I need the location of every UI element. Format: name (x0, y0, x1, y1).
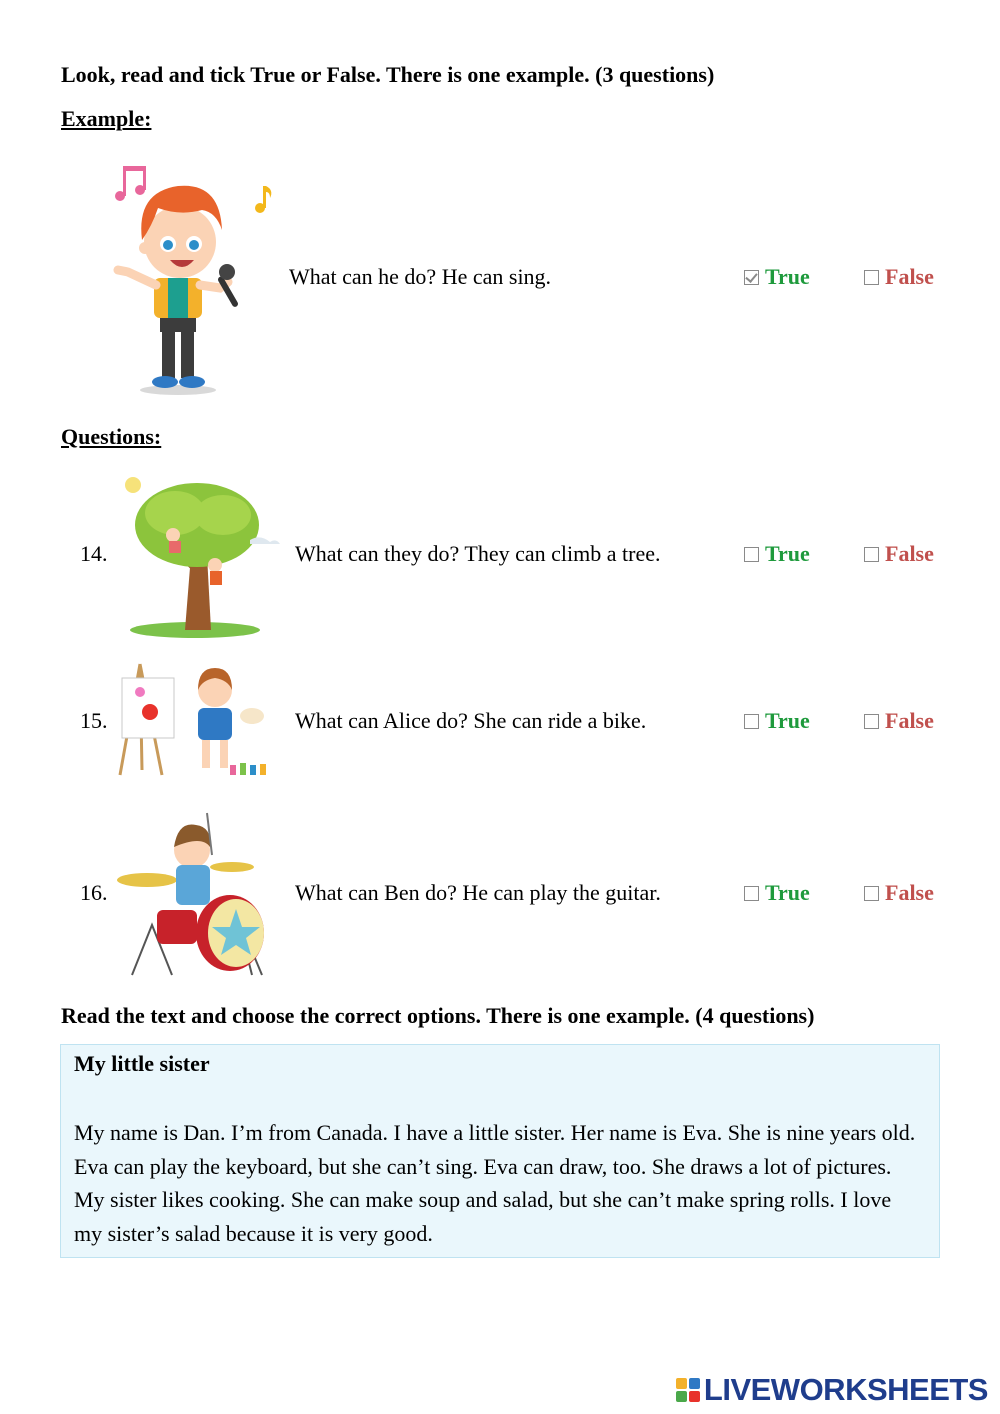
logo-grid-icon (676, 1378, 700, 1402)
q15-true-option[interactable] (744, 708, 810, 734)
section1-instruction: Look, read and tick True or False. There is one example. (3 questions) (61, 62, 715, 87)
question-number: 16. (80, 880, 108, 905)
example-heading: Example: (61, 106, 152, 131)
boy-drumming-illustration (112, 805, 277, 980)
tree-climbing-illustration (115, 475, 280, 640)
false-label: False (885, 708, 934, 733)
q16-true-option[interactable] (744, 880, 810, 906)
question-number: 15. (80, 708, 108, 733)
false-label: False (885, 541, 934, 566)
example-question-text: What can he do? He can sing. (289, 264, 552, 289)
q14-true-option[interactable] (744, 541, 810, 567)
reading-body: My name is Dan. I’m from Canada. I have a little sister. Her name is Eva. She is nine years old. Eva can play the keyboard, but she can’t sing. Eva can draw, too. She draws a lot of pictures. My sister likes cooking. She can make soup and salad, but she can’t make spring rolls. I love my sister’s salad because it is very good. (74, 1120, 916, 1246)
true-label: True (765, 880, 810, 905)
q14-false-option[interactable] (864, 541, 934, 567)
checked-checkbox-icon[interactable] (744, 270, 759, 285)
true-label: True (765, 541, 810, 566)
questions-heading: Questions: (61, 424, 162, 449)
false-label: False (885, 264, 934, 289)
false-label: False (885, 880, 934, 905)
girl-painting-illustration (112, 660, 277, 780)
q15-false-option[interactable] (864, 708, 934, 734)
checkbox-icon[interactable] (744, 547, 759, 562)
question-number: 14. (80, 541, 108, 566)
question-text: What can Alice do? She can ride a bike. (295, 708, 647, 733)
question-text: What can Ben do? He can play the guitar. (295, 880, 661, 905)
q16-false-option[interactable] (864, 880, 934, 906)
checkbox-icon[interactable] (744, 714, 759, 729)
checkbox-icon[interactable] (744, 886, 759, 901)
true-label: True (765, 264, 810, 289)
example-false-option[interactable] (864, 264, 934, 290)
brand-name: LIVEWORKSHEETS (703, 1372, 988, 1407)
singing-boy-illustration (110, 160, 275, 400)
checkbox-icon[interactable] (864, 547, 879, 562)
checkbox-icon[interactable] (864, 270, 879, 285)
liveworksheets-logo (676, 1372, 988, 1408)
question-text: What can they do? They can climb a tree. (295, 541, 661, 566)
checkbox-icon[interactable] (864, 714, 879, 729)
checkbox-icon[interactable] (864, 886, 879, 901)
example-true-option[interactable] (744, 264, 810, 290)
true-label: True (765, 708, 810, 733)
reading-title: My little sister (74, 1051, 210, 1076)
reading-passage-box (60, 1044, 940, 1258)
section2-instruction: Read the text and choose the correct options. There is one example. (4 questions) (61, 1003, 815, 1028)
